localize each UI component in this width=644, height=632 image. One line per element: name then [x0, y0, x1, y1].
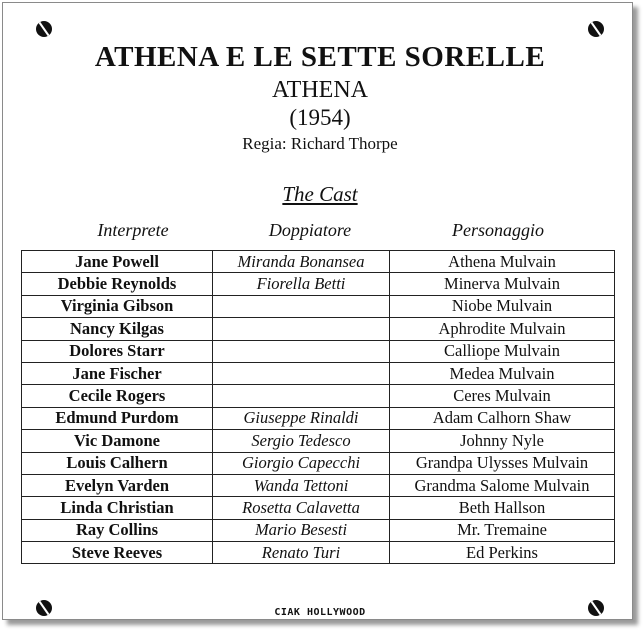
cell-dubber: Fiorella Betti — [213, 273, 390, 295]
cell-actor: Louis Calhern — [22, 452, 213, 474]
director-credit: Regia: Richard Thorpe — [242, 134, 398, 153]
cell-actor: Steve Reeves — [22, 542, 213, 564]
table-row — [22, 318, 615, 340]
column-header-dubber: Doppiatore — [268, 220, 352, 240]
table-row — [22, 519, 615, 541]
cast-heading: The Cast — [282, 182, 358, 206]
cell-character: Calliope Mulvain — [390, 340, 615, 362]
cell-dubber: Wanda Tettoni — [213, 474, 390, 496]
cell-character: Aphrodite Mulvain — [390, 318, 615, 340]
original-title: ATHENA — [272, 77, 368, 103]
cell-actor: Virginia Gibson — [22, 295, 213, 317]
cast-table — [21, 250, 615, 564]
table-row — [22, 251, 615, 273]
cell-dubber — [213, 295, 390, 317]
cell-character: Niobe Mulvain — [390, 295, 615, 317]
cell-dubber: Mario Besesti — [213, 519, 390, 541]
cell-dubber — [213, 318, 390, 340]
cell-actor: Jane Powell — [22, 251, 213, 273]
cell-actor: Debbie Reynolds — [22, 273, 213, 295]
cell-actor: Evelyn Varden — [22, 474, 213, 496]
cell-actor: Vic Damone — [22, 430, 213, 452]
table-row — [22, 430, 615, 452]
table-row — [22, 542, 615, 564]
column-header-character: Personaggio — [452, 220, 544, 240]
cell-character: Athena Mulvain — [390, 251, 615, 273]
cell-character: Mr. Tremaine — [390, 519, 615, 541]
screw-icon — [588, 21, 604, 37]
cell-actor: Ray Collins — [22, 519, 213, 541]
cell-character: Grandma Salome Mulvain — [390, 474, 615, 496]
column-header-actor: Interprete — [97, 220, 169, 240]
cell-actor: Cecile Rogers — [22, 385, 213, 407]
table-row — [22, 340, 615, 362]
table-row — [22, 497, 615, 519]
cell-actor: Linda Christian — [22, 497, 213, 519]
cell-dubber: Sergio Tedesco — [213, 430, 390, 452]
cell-character: Minerva Mulvain — [390, 273, 615, 295]
ciak-hollywood-logo: CIAK HOLLYWOOD — [274, 607, 366, 618]
cell-character: Adam Calhorn Shaw — [390, 407, 615, 429]
table-row — [22, 407, 615, 429]
cell-dubber — [213, 362, 390, 384]
table-row — [22, 385, 615, 407]
cell-character: Medea Mulvain — [390, 362, 615, 384]
screw-icon — [36, 21, 52, 37]
table-row — [22, 295, 615, 317]
cell-dubber: Giuseppe Rinaldi — [213, 407, 390, 429]
cast-plaque — [2, 2, 633, 620]
table-row — [22, 362, 615, 384]
cell-actor: Edmund Purdom — [22, 407, 213, 429]
cell-dubber: Renato Turi — [213, 542, 390, 564]
cell-dubber: Rosetta Calavetta — [213, 497, 390, 519]
table-row — [22, 452, 615, 474]
cell-actor: Jane Fischer — [22, 362, 213, 384]
release-year: (1954) — [289, 105, 351, 130]
cell-dubber: Giorgio Capecchi — [213, 452, 390, 474]
cell-dubber — [213, 340, 390, 362]
cell-character: Johnny Nyle — [390, 430, 615, 452]
cell-character: Beth Hallson — [390, 497, 615, 519]
cell-character: Ed Perkins — [390, 542, 615, 564]
page-title: ATHENA E LE SETTE SORELLE — [94, 41, 546, 73]
table-row — [22, 474, 615, 496]
cell-dubber — [213, 385, 390, 407]
cell-actor: Nancy Kilgas — [22, 318, 213, 340]
cell-actor: Dolores Starr — [22, 340, 213, 362]
cell-dubber: Miranda Bonansea — [213, 251, 390, 273]
cell-character: Grandpa Ulysses Mulvain — [390, 452, 615, 474]
cell-character: Ceres Mulvain — [390, 385, 615, 407]
table-row — [22, 273, 615, 295]
